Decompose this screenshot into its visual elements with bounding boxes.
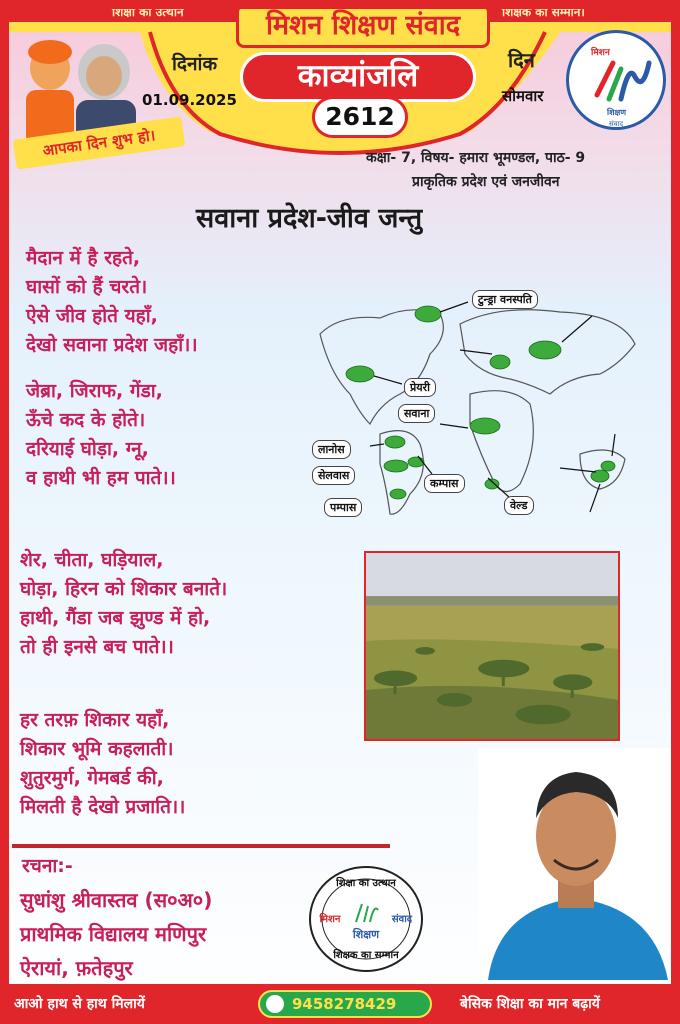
poem-line: तो ही इनसे बच पाते।।	[20, 636, 174, 658]
map-label-tundra: टुन्ड्रा वनस्पति	[472, 290, 538, 309]
author-name: सुधांशु श्रीवास्तव (स०अ०)	[20, 888, 213, 912]
seal-bottom-text: शिक्षक का सम्मान	[333, 950, 399, 961]
whatsapp-contact[interactable]	[258, 990, 432, 1018]
logo-text-footer: संवाद	[609, 120, 624, 128]
tagline-left: शिक्षा का उत्थान	[112, 5, 184, 19]
logo-text-bottom: शिक्षण	[607, 108, 627, 117]
footer-slogan-right: बेसिक शिक्षा का मान बढ़ायें	[460, 996, 600, 1012]
logo-text-top: मिशन	[591, 48, 610, 58]
phone-number: 9458278429	[292, 995, 397, 1013]
tagline-right: शिक्षक का सम्मान।	[502, 5, 585, 19]
credit-label: रचना:-	[22, 855, 73, 877]
series-title: काव्यांजलि	[297, 58, 419, 94]
seal-left-text: मिशन	[319, 914, 341, 925]
map-label-selvas: सेलवास	[312, 466, 355, 485]
poem-line: मैदान में है रहते,	[26, 247, 141, 269]
map-label-campos: कम्पास	[424, 474, 465, 493]
poem-line: ऐसे जीव होते यहाँ,	[26, 305, 158, 327]
map-label-savanna: सवाना	[398, 404, 435, 423]
date-label: दिनांक	[172, 53, 218, 75]
map-label-llanos: लानोस	[312, 440, 351, 459]
day-label: दिन	[508, 48, 535, 72]
seal-top-text: शिक्षा का उत्थान	[336, 878, 396, 889]
poem-line: घोड़ा, हिरन को शिकार बनाते।	[20, 578, 228, 600]
footer-slogan-left: आओ हाथ से हाथ मिलायें	[14, 996, 145, 1012]
seal-right-text: संवाद	[391, 914, 413, 925]
poem-line: देखो सवाना प्रदेश जहाँ।।	[26, 334, 198, 356]
poem-line: हर तरफ़ शिकार यहाँ,	[20, 709, 170, 731]
poem-line: घासों को हैं चरते।	[26, 276, 148, 298]
map-label-prairie: प्रेयरी	[404, 378, 436, 397]
poem-line: ऊँचे कद के होते।	[26, 409, 146, 431]
whatsapp-icon	[266, 995, 284, 1013]
chapter-line: प्राकृतिक प्रदेश एवं जनजीवन	[412, 174, 560, 190]
map-label-pampas: पम्पास	[324, 498, 362, 517]
poem-line: शुतुरमुर्ग, गेमबर्ड की,	[20, 767, 164, 789]
page-title: सवाना प्रदेश-जीव जन्तु	[196, 203, 423, 234]
poem-line: व हाथी भी हम पाते।।	[26, 467, 176, 489]
mission-title: मिशन शिक्षण संवाद	[265, 10, 461, 41]
map-label-veld: वेल्ड	[504, 496, 534, 515]
poem-line: जेब्रा, जिराफ, गेंडा,	[26, 380, 163, 402]
author-school: प्राथमिक विद्यालय मणिपुर	[20, 922, 207, 946]
poem-line: शेर, चीता, घड़ियाल,	[20, 549, 164, 571]
poem-line: हाथी, गैंडा जब झुण्ड में हो,	[20, 607, 211, 629]
issue-number: 2612	[325, 102, 395, 131]
day-value: सोमवार	[502, 87, 544, 105]
author-place: ऐरायां, फ़तेहपुर	[20, 956, 133, 980]
poem-line: शिकार भूमि कहलाती।	[20, 738, 174, 760]
poem-line: मिलती है देखो प्रजाति।।	[20, 796, 186, 818]
subject-line: कक्षा- 7, विषय- हमारा भूमण्डल, पाठ- 9	[366, 150, 586, 166]
seal-center-text: शिक्षण	[352, 928, 380, 941]
greeting-text: आपका दिन शुभ हो।	[41, 126, 157, 160]
date-value: 01.09.2025	[142, 91, 237, 109]
poem-line: दरियाई घोड़ा, ग्नू,	[26, 438, 149, 460]
